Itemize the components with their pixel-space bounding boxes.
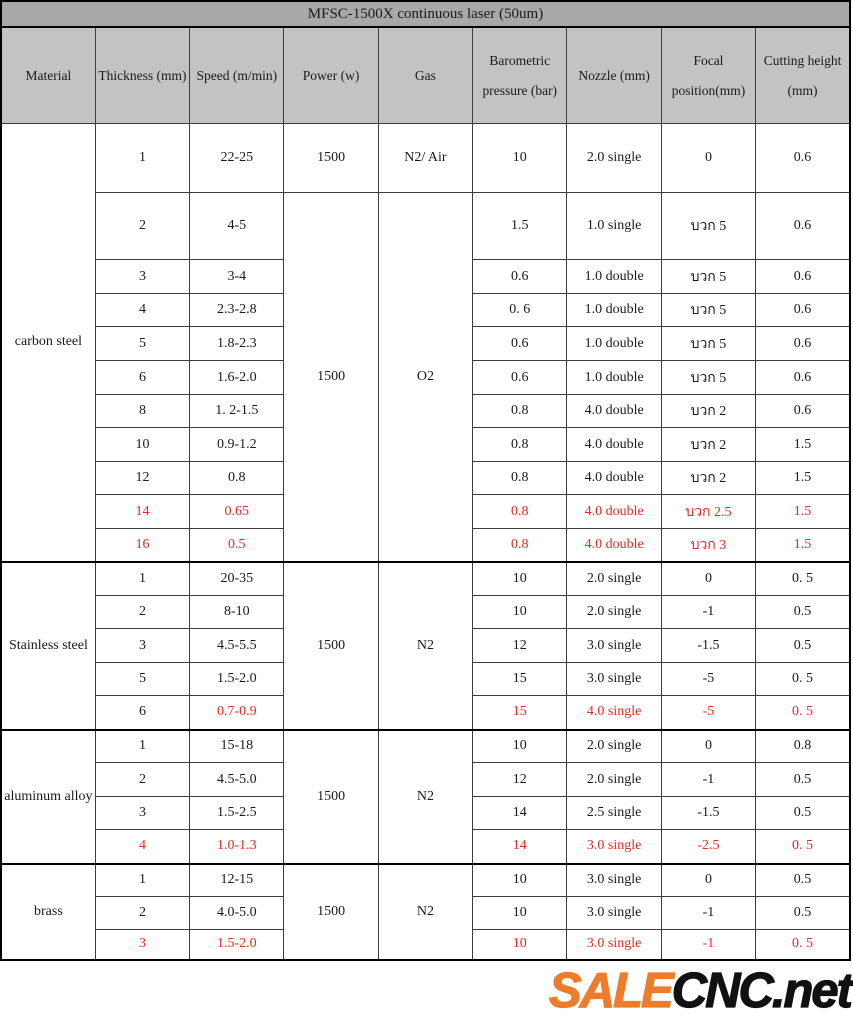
cell-cutting-height: 0. 5 [756, 663, 850, 696]
cell-speed: 1.0-1.3 [190, 830, 284, 864]
column-header-power: Power (w) [284, 27, 378, 124]
cell-gas: N2 [378, 730, 472, 864]
cell-pressure: 10 [473, 562, 567, 596]
cell-thickness: 3 [95, 930, 189, 960]
cell-nozzle: 2.0 single [567, 730, 661, 763]
cell-speed: 0.7-0.9 [190, 696, 284, 730]
cell-nozzle: 4.0 double [567, 428, 661, 462]
cell-focal: บวก 5 [661, 361, 755, 395]
cell-thickness: 1 [95, 730, 189, 763]
cell-cutting-height: 0. 5 [756, 562, 850, 596]
cell-cutting-height: 0.5 [756, 864, 850, 897]
cell-focal: 0 [661, 864, 755, 897]
cell-cutting-height: 0. 5 [756, 930, 850, 960]
cell-nozzle: 4.0 double [567, 529, 661, 562]
cell-pressure: 10 [473, 730, 567, 763]
cell-thickness: 4 [95, 830, 189, 864]
cell-speed: 1.5-2.0 [190, 930, 284, 960]
cell-nozzle: 2.0 single [567, 763, 661, 797]
cell-cutting-height: 0.5 [756, 797, 850, 830]
cell-pressure: 10 [473, 930, 567, 960]
cell-focal: บวก 2 [661, 462, 755, 495]
cell-focal: บวก 5 [661, 294, 755, 327]
cell-nozzle: 4.0 double [567, 495, 661, 529]
cell-focal: -5 [661, 696, 755, 730]
cell-speed: 12-15 [190, 864, 284, 897]
cell-thickness: 1 [95, 864, 189, 897]
cell-nozzle: 1.0 double [567, 361, 661, 395]
cell-nozzle: 3.0 single [567, 930, 661, 960]
cell-gas: N2 [378, 562, 472, 730]
table-title-row [1, 1, 850, 27]
cell-cutting-height: 0.6 [756, 124, 850, 193]
column-header-barometric: Barometric pressure (bar) [473, 27, 567, 124]
column-header-speed: Speed (m/min) [190, 27, 284, 124]
cell-pressure: 0.6 [473, 327, 567, 361]
cell-material: aluminum alloy [1, 730, 95, 864]
column-header-thickness: Thickness (mm) [95, 27, 189, 124]
cell-cutting-height: 0.6 [756, 327, 850, 361]
column-header-focal: Focal position(mm) [661, 27, 755, 124]
cell-focal: บวก 5 [661, 327, 755, 361]
cell-focal: -1.5 [661, 797, 755, 830]
salecnc-logo-sale: SALE [549, 964, 672, 1018]
cell-cutting-height: 0.5 [756, 763, 850, 797]
cell-focal: บวก 5 [661, 193, 755, 260]
cell-cutting-height: 0. 5 [756, 696, 850, 730]
cell-material: carbon steel [1, 124, 95, 562]
cell-pressure: 10 [473, 596, 567, 629]
cell-thickness: 8 [95, 395, 189, 428]
table-header-row [1, 27, 850, 124]
cell-nozzle: 2.0 single [567, 124, 661, 193]
cell-thickness: 6 [95, 361, 189, 395]
cell-pressure: 0.6 [473, 260, 567, 294]
column-header-nozzle: Nozzle (mm) [567, 27, 661, 124]
cell-cutting-height: 0.6 [756, 395, 850, 428]
cell-pressure: 0.8 [473, 495, 567, 529]
cell-focal: -1 [661, 596, 755, 629]
cell-thickness: 1 [95, 562, 189, 596]
cell-thickness: 3 [95, 797, 189, 830]
column-header-material: Material [1, 27, 95, 124]
cell-speed: 15-18 [190, 730, 284, 763]
table-row [1, 730, 850, 763]
cell-focal: บวก 5 [661, 260, 755, 294]
cell-speed: 4-5 [190, 193, 284, 260]
cell-speed: 8-10 [190, 596, 284, 629]
cell-cutting-height: 1.5 [756, 462, 850, 495]
table-row [1, 193, 850, 260]
salecnc-logo-cncnet: CNC.net [671, 964, 851, 1018]
cell-speed: 4.0-5.0 [190, 897, 284, 930]
cell-focal: 0 [661, 562, 755, 596]
cell-thickness: 3 [95, 260, 189, 294]
cell-speed: 3-4 [190, 260, 284, 294]
cell-pressure: 0.8 [473, 428, 567, 462]
cell-thickness: 2 [95, 193, 189, 260]
cell-cutting-height: 0.8 [756, 730, 850, 763]
cell-thickness: 14 [95, 495, 189, 529]
cell-focal: -1 [661, 897, 755, 930]
cell-power: 1500 [284, 730, 378, 864]
cell-speed: 0.9-1.2 [190, 428, 284, 462]
table-title: MFSC-1500X continuous laser (50um) [1, 1, 850, 27]
cell-gas: N2 [378, 864, 472, 960]
cell-nozzle: 1.0 double [567, 260, 661, 294]
cell-thickness: 2 [95, 763, 189, 797]
table-row [1, 124, 850, 193]
cell-focal: -1 [661, 930, 755, 960]
cell-speed: 1.6-2.0 [190, 361, 284, 395]
cell-nozzle: 2.0 single [567, 562, 661, 596]
cell-pressure: 0. 6 [473, 294, 567, 327]
cell-nozzle: 3.0 single [567, 897, 661, 930]
cell-nozzle: 3.0 single [567, 663, 661, 696]
cell-focal: -1.5 [661, 629, 755, 663]
cell-power: 1500 [284, 864, 378, 960]
cell-thickness: 6 [95, 696, 189, 730]
cell-speed: 0.65 [190, 495, 284, 529]
cell-cutting-height: 1.5 [756, 529, 850, 562]
cell-speed: 1.5-2.5 [190, 797, 284, 830]
cell-pressure: 10 [473, 864, 567, 897]
cell-cutting-height: 0.5 [756, 596, 850, 629]
cell-focal: บวก 2.5 [661, 495, 755, 529]
cell-power: 1500 [284, 193, 378, 562]
cell-thickness: 12 [95, 462, 189, 495]
cell-focal: -1 [661, 763, 755, 797]
cell-thickness: 5 [95, 663, 189, 696]
cell-speed: 1.8-2.3 [190, 327, 284, 361]
cell-speed: 22-25 [190, 124, 284, 193]
cell-nozzle: 1.0 single [567, 193, 661, 260]
cell-speed: 4.5-5.0 [190, 763, 284, 797]
cell-nozzle: 2.0 single [567, 596, 661, 629]
cell-nozzle: 3.0 single [567, 864, 661, 897]
cell-pressure: 12 [473, 763, 567, 797]
cell-thickness: 16 [95, 529, 189, 562]
cell-cutting-height: 0.6 [756, 294, 850, 327]
cell-speed: 0.5 [190, 529, 284, 562]
cell-pressure: 0.8 [473, 462, 567, 495]
cell-cutting-height: 1.5 [756, 428, 850, 462]
cell-focal: บวก 2 [661, 395, 755, 428]
cell-focal: -2.5 [661, 830, 755, 864]
cell-focal: บวก 2 [661, 428, 755, 462]
cell-cutting-height: 0.5 [756, 629, 850, 663]
cell-thickness: 5 [95, 327, 189, 361]
cell-focal: 0 [661, 730, 755, 763]
cell-pressure: 0.8 [473, 395, 567, 428]
cell-nozzle: 3.0 single [567, 629, 661, 663]
cell-thickness: 3 [95, 629, 189, 663]
cell-nozzle: 1.0 double [567, 294, 661, 327]
cell-thickness: 2 [95, 897, 189, 930]
cell-cutting-height: 0.5 [756, 897, 850, 930]
cell-nozzle: 4.0 double [567, 462, 661, 495]
cell-pressure: 10 [473, 124, 567, 193]
cell-material: brass [1, 864, 95, 960]
cell-gas: N2/ Air [378, 124, 472, 193]
cell-speed: 4.5-5.5 [190, 629, 284, 663]
cell-power: 1500 [284, 124, 378, 193]
cell-pressure: 10 [473, 897, 567, 930]
cell-nozzle: 4.0 double [567, 395, 661, 428]
cell-thickness: 10 [95, 428, 189, 462]
cell-material: Stainless steel [1, 562, 95, 730]
cell-gas: O2 [378, 193, 472, 562]
cell-thickness: 2 [95, 596, 189, 629]
cell-nozzle: 1.0 double [567, 327, 661, 361]
table-row [1, 864, 850, 897]
cell-cutting-height: 0. 5 [756, 830, 850, 864]
cell-speed: 2.3-2.8 [190, 294, 284, 327]
cell-pressure: 1.5 [473, 193, 567, 260]
cell-cutting-height: 1.5 [756, 495, 850, 529]
cell-pressure: 0.6 [473, 361, 567, 395]
cell-focal: -5 [661, 663, 755, 696]
table-row [1, 562, 850, 596]
cell-focal: 0 [661, 124, 755, 193]
column-header-cutting: Cutting height (mm) [756, 27, 850, 124]
cell-nozzle: 2.5 single [567, 797, 661, 830]
cell-thickness: 4 [95, 294, 189, 327]
cell-nozzle: 3.0 single [567, 830, 661, 864]
cell-speed: 1. 2-1.5 [190, 395, 284, 428]
column-header-gas: Gas [378, 27, 472, 124]
cell-thickness: 1 [95, 124, 189, 193]
cell-nozzle: 4.0 single [567, 696, 661, 730]
cell-speed: 1.5-2.0 [190, 663, 284, 696]
cell-cutting-height: 0.6 [756, 260, 850, 294]
cell-pressure: 14 [473, 797, 567, 830]
cell-power: 1500 [284, 562, 378, 730]
cell-pressure: 15 [473, 696, 567, 730]
cell-speed: 20-35 [190, 562, 284, 596]
cell-speed: 0.8 [190, 462, 284, 495]
cell-pressure: 0.8 [473, 529, 567, 562]
cell-pressure: 12 [473, 629, 567, 663]
cell-pressure: 15 [473, 663, 567, 696]
salecnc-logo [0, 960, 851, 1022]
cell-cutting-height: 0.6 [756, 193, 850, 260]
cell-pressure: 14 [473, 830, 567, 864]
cell-focal: บวก 3 [661, 529, 755, 562]
cell-cutting-height: 0.6 [756, 361, 850, 395]
